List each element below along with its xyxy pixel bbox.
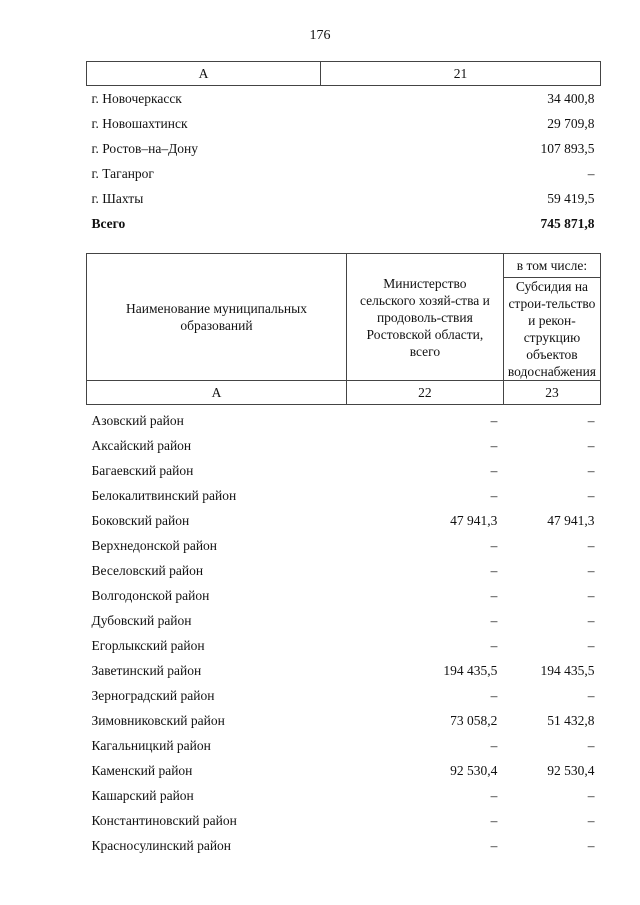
subsidy-value: – bbox=[587, 687, 595, 703]
total-label: Всего bbox=[91, 215, 126, 231]
table-row bbox=[87, 508, 601, 533]
ministry-total: – bbox=[490, 562, 498, 578]
ministry-total: – bbox=[490, 537, 498, 553]
index-cell-23: 23 bbox=[503, 381, 600, 405]
table-row bbox=[87, 758, 601, 783]
ministry-total: – bbox=[490, 412, 498, 428]
table-row bbox=[87, 161, 601, 186]
district-name: Зимовниковский район bbox=[91, 712, 225, 728]
table-row bbox=[87, 658, 601, 683]
subsidy-value: 92 530,4 bbox=[547, 762, 595, 778]
district-name: Белокалитвинский район bbox=[91, 487, 237, 503]
table-row bbox=[87, 483, 601, 508]
ministry-total: – bbox=[490, 812, 498, 828]
ministry-total: – bbox=[490, 587, 498, 603]
table-row bbox=[87, 405, 601, 434]
table-row bbox=[87, 558, 601, 583]
subsidy-value: 47 941,3 bbox=[547, 512, 595, 528]
table-header-row bbox=[87, 62, 601, 86]
header-subsidy-column: Субсидия на строи-тельство и рекон-струкцию объектов водоснабжения bbox=[503, 278, 600, 381]
district-name: Багаевский район bbox=[91, 462, 194, 478]
ministry-total: – bbox=[490, 837, 498, 853]
subsidy-value: – bbox=[587, 837, 595, 853]
ministry-total: – bbox=[490, 687, 498, 703]
subsidy-value: – bbox=[587, 437, 595, 453]
district-name: Азовский район bbox=[91, 412, 184, 428]
ministry-total: 47 941,3 bbox=[450, 512, 498, 528]
row-name: г. Шахты bbox=[91, 190, 144, 206]
ministry-total: – bbox=[490, 637, 498, 653]
row-name: г. Новошахтинск bbox=[91, 115, 188, 131]
district-name: Егорлыкский район bbox=[91, 637, 205, 653]
ministry-total: – bbox=[490, 612, 498, 628]
row-value: 107 893,5 bbox=[540, 140, 595, 156]
table-row bbox=[87, 533, 601, 558]
district-name: Красносулинский район bbox=[91, 837, 232, 853]
subsidy-value: – bbox=[587, 787, 595, 803]
ministry-total: 194 435,5 bbox=[443, 662, 498, 678]
table-row bbox=[87, 136, 601, 161]
table-row bbox=[87, 808, 601, 833]
row-value: 29 709,8 bbox=[547, 115, 595, 131]
row-name: г. Таганрог bbox=[91, 165, 154, 181]
district-name: Кагальницкий район bbox=[91, 737, 211, 753]
subsidy-value: – bbox=[587, 637, 595, 653]
subsidy-value: – bbox=[587, 737, 595, 753]
table-row bbox=[87, 186, 601, 211]
ministry-total: – bbox=[490, 462, 498, 478]
header-cell-a: А bbox=[87, 62, 321, 86]
ministry-total: – bbox=[490, 487, 498, 503]
subsidy-value: – bbox=[587, 412, 595, 428]
subsidy-value: 51 432,8 bbox=[547, 712, 595, 728]
row-name: г. Новочеркасск bbox=[91, 90, 182, 106]
subsidy-value: 194 435,5 bbox=[540, 662, 595, 678]
district-name: Каменский район bbox=[91, 762, 193, 778]
index-cell-a: А bbox=[87, 381, 347, 405]
table-row bbox=[87, 708, 601, 733]
table-city-totals bbox=[86, 61, 601, 236]
header-ministry-column: Министерство сельского хозяй-ства и продоволь-ствия Ростовской области, всего bbox=[346, 254, 503, 381]
table-districts bbox=[86, 253, 601, 858]
table-row bbox=[87, 433, 601, 458]
table-row bbox=[87, 733, 601, 758]
subsidy-value: – bbox=[587, 812, 595, 828]
subsidy-value: – bbox=[587, 587, 595, 603]
row-name: г. Ростов–на–Дону bbox=[91, 140, 199, 156]
total-row bbox=[87, 211, 601, 236]
district-name: Веселовский район bbox=[91, 562, 204, 578]
district-name: Волгодонской район bbox=[91, 587, 210, 603]
index-cell-22: 22 bbox=[346, 381, 503, 405]
table-row bbox=[87, 783, 601, 808]
district-name: Аксайский район bbox=[91, 437, 192, 453]
subsidy-value: – bbox=[587, 487, 595, 503]
table-row bbox=[87, 583, 601, 608]
district-name: Боковский район bbox=[91, 512, 190, 528]
table-row bbox=[87, 683, 601, 708]
district-name: Зерноградский район bbox=[91, 687, 215, 703]
index-row bbox=[87, 381, 601, 405]
district-name: Верхнедонской район bbox=[91, 537, 218, 553]
subsidy-value: – bbox=[587, 562, 595, 578]
header-including: в том числе: bbox=[503, 254, 600, 278]
table-row bbox=[87, 111, 601, 136]
subsidy-value: – bbox=[587, 537, 595, 553]
header-cell-21: 21 bbox=[321, 62, 601, 86]
total-value: 745 871,8 bbox=[540, 215, 595, 231]
ministry-total: – bbox=[490, 437, 498, 453]
table-row bbox=[87, 608, 601, 633]
subsidy-value: – bbox=[587, 612, 595, 628]
row-value: 34 400,8 bbox=[547, 90, 595, 106]
table-row bbox=[87, 633, 601, 658]
ministry-total: – bbox=[490, 737, 498, 753]
table-row bbox=[87, 86, 601, 112]
page-number: 176 bbox=[309, 28, 331, 43]
table-row bbox=[87, 458, 601, 483]
district-name: Константиновский район bbox=[91, 812, 237, 828]
row-value: – bbox=[587, 165, 595, 181]
ministry-total: 73 058,2 bbox=[450, 712, 498, 728]
table-row bbox=[87, 833, 601, 858]
subsidy-value: – bbox=[587, 462, 595, 478]
district-name: Кашарский район bbox=[91, 787, 194, 803]
header-name-column: Наименование муниципальных образований bbox=[87, 254, 347, 381]
district-name: Заветинский район bbox=[91, 662, 202, 678]
ministry-total: 92 530,4 bbox=[450, 762, 498, 778]
row-value: 59 419,5 bbox=[547, 190, 595, 206]
ministry-total: – bbox=[490, 787, 498, 803]
district-name: Дубовский район bbox=[91, 612, 192, 628]
